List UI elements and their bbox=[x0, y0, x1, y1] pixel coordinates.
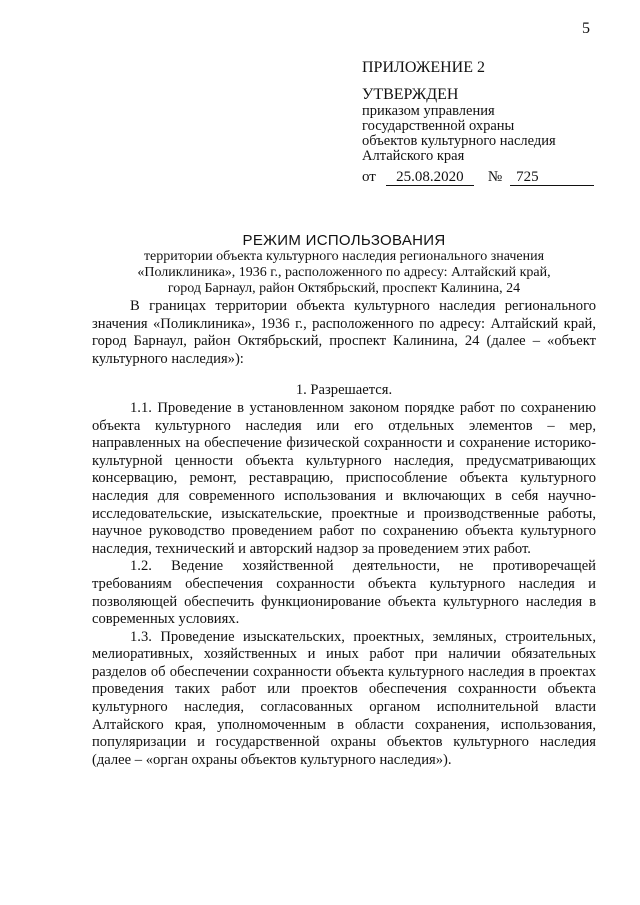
document-title-block bbox=[92, 232, 596, 297]
clause-paragraph: 1.3. Проведение изыскательских, проектных, земляных, строительных, мелиоративных, хозяйственных и иных работ при наличии обязательных разделов об обеспечении сохранности объекта культурного наследия в проектах проведения таких работ или проектов обеспечения сохранности объекта культурного наследия, согласованных органом исполнительной власти Алтайского края, уполномоченным в области сохранения, использования, популяризации и государственной охраны объектов культурного наследия (далее – «орган охраны объектов культурного наследия»). bbox=[92, 628, 596, 768]
approval-line: Алтайского края bbox=[362, 148, 465, 164]
approval-line: приказом управления bbox=[362, 103, 495, 119]
date-prefix: от bbox=[362, 169, 376, 185]
approval-line: государственной охраны bbox=[362, 118, 515, 134]
intro-paragraph: В границах территории объекта культурного наследия регионального значения «Поликлиника», 1936 г., расположенного по адресу: Алтайский край, город Барнаул, район Октябрьский, проспект Калинина, 24 (далее – «объект культурного наследия»): bbox=[92, 298, 596, 367]
approved-label: УТВЕРЖДЕН bbox=[362, 86, 459, 103]
clause-paragraph: 1.1. Проведение в установленном законом порядке работ по сохранению объекта культурного наследия или его отдельных элементов – мер, направленных на обеспечение физической сохранности и сохранение историко-культурной ценности объекта культурного наследия, предусматривающих консервацию, ремонт, реставрацию, приспособление объекта культурного наследия для современного использования и включающих в себя научно-исследовательские, изыскательские, проектные и производственные работы, научное руководство проведением работ по сохранению объекта культурного наследия, технический и авторский надзор за проведением этих работ. bbox=[92, 399, 596, 557]
subtitle-line: город Барнаул, район Октябрьский, проспект Калинина, 24 bbox=[167, 281, 521, 296]
subtitle-line: «Поликлиника», 1936 г., расположенного по адресу: Алтайский край, bbox=[137, 265, 551, 280]
number-prefix: № bbox=[487, 169, 503, 185]
order-date: 25.08.2020 bbox=[386, 170, 474, 186]
approval-block bbox=[362, 60, 612, 186]
approval-line: объектов культурного наследия bbox=[362, 133, 556, 149]
subtitle-line: территории объекта культурного наследия регионального значения bbox=[143, 249, 545, 264]
clause-paragraph: 1.2. Ведение хозяйственной деятельности, не противоречащей требованиям обеспечения сохранности объекта культурного наследия и позволяющей обеспечить функционирование объекта культурного наследия в современных условиях. bbox=[92, 558, 596, 628]
document-body bbox=[92, 298, 596, 769]
order-number: 725 bbox=[510, 170, 594, 186]
order-line bbox=[362, 170, 612, 186]
document-title: РЕЖИМ ИСПОЛЬЗОВАНИЯ bbox=[242, 232, 446, 249]
page-number: 5 bbox=[582, 20, 590, 37]
appendix-label: ПРИЛОЖЕНИЕ 2 bbox=[362, 59, 486, 76]
section-title: 1. Разрешается. bbox=[295, 382, 393, 399]
